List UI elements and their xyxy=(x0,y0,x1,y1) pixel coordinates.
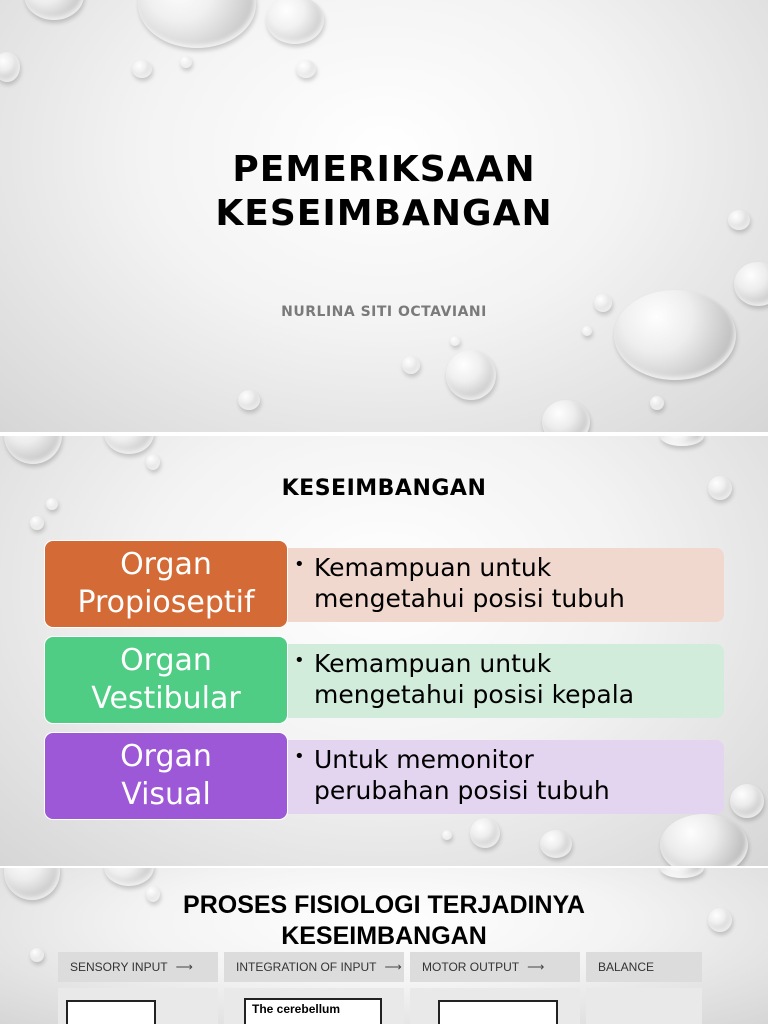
bullet: • xyxy=(294,650,305,671)
water-drop xyxy=(660,868,704,878)
arrow-right-icon: ⟶ xyxy=(175,960,193,974)
desc-visual xyxy=(280,740,724,814)
desc-line-2: perubahan posisi tubuh xyxy=(314,776,610,805)
integration-column xyxy=(224,988,404,1024)
water-drop xyxy=(24,0,84,20)
water-drop xyxy=(470,818,500,848)
water-drop xyxy=(734,262,768,306)
water-drop xyxy=(296,60,316,78)
cerebellum-box xyxy=(244,998,382,1024)
bullet: • xyxy=(294,746,305,767)
process-stages xyxy=(58,952,708,982)
water-drop xyxy=(446,350,496,400)
water-drop xyxy=(238,390,260,410)
arrow-right-icon: ⟶ xyxy=(527,960,545,974)
row-vestibular xyxy=(44,636,724,724)
presentation-title xyxy=(0,148,768,236)
label-line-1: Organ xyxy=(120,547,212,582)
water-drop xyxy=(730,784,764,818)
water-drop xyxy=(542,400,590,432)
water-drop xyxy=(582,326,592,336)
keseimbangan-slide xyxy=(0,436,768,866)
water-drop xyxy=(540,830,572,858)
water-drop xyxy=(138,0,256,48)
title-line-1: PROSES FISIOLOGI TERJADINYA xyxy=(183,891,585,919)
water-drop xyxy=(132,60,152,78)
stage-sensory-input xyxy=(58,952,218,982)
water-drop xyxy=(650,396,664,410)
desc-line-1: Untuk memonitor xyxy=(314,745,534,774)
stage-label: INTEGRATION OF INPUT xyxy=(236,960,377,974)
desc-line-1: Kemampuan untuk xyxy=(314,553,552,582)
label-vestibular xyxy=(44,636,288,724)
label-visual xyxy=(44,732,288,820)
author-name: NURLINA SITI OCTAVIANI xyxy=(281,304,487,320)
stage-integration xyxy=(224,952,404,982)
water-drop xyxy=(660,814,748,866)
motor-column xyxy=(410,988,580,1024)
row-visual xyxy=(44,732,724,820)
desc-propioseptif xyxy=(280,548,724,622)
title-slide xyxy=(0,0,768,432)
stage-label: BALANCE xyxy=(598,960,655,974)
balance-column xyxy=(586,988,702,1024)
process-body xyxy=(58,988,708,1024)
water-drop xyxy=(30,516,44,530)
label-line-2: Vestibular xyxy=(91,681,241,716)
stage-label: SENSORY INPUT xyxy=(70,960,168,974)
water-drop xyxy=(180,56,192,68)
stage-label: MOTOR OUTPUT xyxy=(422,960,520,974)
label-line-2: Propioseptif xyxy=(77,585,255,620)
water-drop xyxy=(266,0,324,44)
stage-motor-output xyxy=(410,952,580,982)
water-drop xyxy=(104,868,154,886)
label-propioseptif xyxy=(44,540,288,628)
proses-fisiologi-slide xyxy=(0,868,768,1024)
desc-vestibular xyxy=(280,644,724,718)
slide-title: KESEIMBANGAN xyxy=(281,476,487,501)
label-line-2: Visual xyxy=(121,777,211,812)
water-drop xyxy=(442,830,452,840)
cerebellum-label: The cerebellum xyxy=(252,1002,341,1016)
water-drop xyxy=(0,52,20,82)
bullet: • xyxy=(294,554,305,575)
desc-line-2: mengetahui posisi kepala xyxy=(314,680,635,709)
water-drop xyxy=(660,436,704,446)
stage-balance xyxy=(586,952,702,982)
row-propioseptif xyxy=(44,540,724,628)
title-line-1: PEMERIKSAAN xyxy=(232,149,536,190)
arrow-right-icon: ⟶ xyxy=(384,960,402,974)
title-line-2: KESEIMBANGAN xyxy=(281,922,487,950)
desc-line-2: mengetahui posisi tubuh xyxy=(314,584,625,613)
water-drop xyxy=(104,436,154,454)
label-line-1: Organ xyxy=(120,739,212,774)
water-drop xyxy=(4,436,62,464)
slide-title xyxy=(0,890,768,952)
title-line-2: KESEIMBANGAN xyxy=(215,193,553,234)
desc-line-1: Kemampuan untuk xyxy=(314,649,552,678)
label-line-1: Organ xyxy=(120,643,212,678)
water-drop xyxy=(146,454,160,470)
motor-box xyxy=(438,1000,558,1024)
water-drop xyxy=(450,336,460,346)
water-drop xyxy=(402,356,420,374)
sensory-box xyxy=(66,1000,156,1024)
sensory-column xyxy=(58,988,218,1024)
